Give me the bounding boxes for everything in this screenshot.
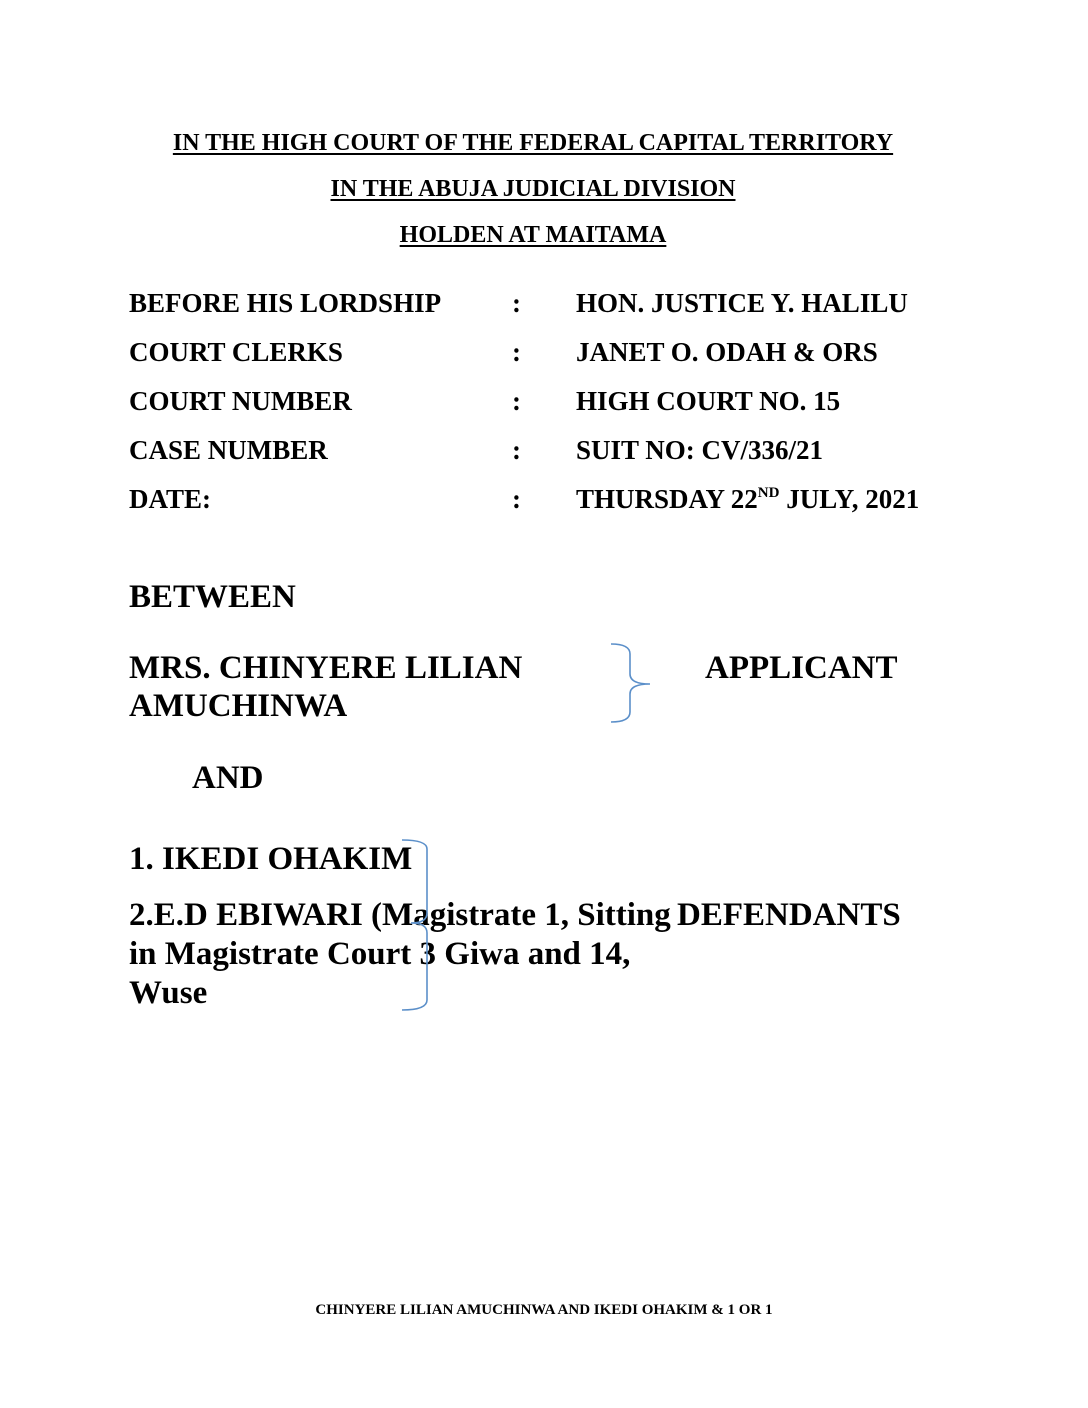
info-value: SUIT NO: CV/336/21 [576,435,824,465]
defendant-2-line1: 2.E.D EBIWARI (Magistrate 1, Sitting [129,897,671,933]
info-label: CASE NUMBER [129,435,328,465]
defendant-2-line2: in Magistrate Court 3 Giwa and 14, [129,936,631,972]
date-suffix: JULY, 2021 [779,484,920,514]
info-label: BEFORE HIS LORDSHIP [129,288,442,318]
info-label: COURT CLERKS [129,337,343,367]
defendant-1: 1. IKEDI OHAKIM [129,841,413,877]
defendants-role: DEFENDANTS [677,897,901,933]
info-colon: : [512,337,521,367]
info-colon: : [512,288,521,318]
defendant-2-line3: Wuse [129,975,208,1011]
info-colon: : [512,484,521,514]
info-value: HON. JUSTICE Y. HALILU [576,288,908,318]
info-label: DATE: [129,484,212,514]
info-colon: : [512,435,521,465]
court-title: IN THE HIGH COURT OF THE FEDERAL CAPITAL TERRITORY [172,130,894,156]
defendants-brace-icon [395,835,445,1020]
date-prefix: THURSDAY 22 [576,484,758,514]
applicant-name-line2: AMUCHINWA [129,688,348,724]
and-heading: AND [192,760,264,796]
between-heading: BETWEEN [129,579,296,615]
info-value: JANET O. ODAH & ORS [576,337,878,367]
page-footer: CHINYERE LILIAN AMUCHINWA AND IKEDI OHAKIM & 1 OR 1 [315,1302,773,1318]
info-value: HIGH COURT NO. 15 [576,386,841,416]
applicant-name-line1: MRS. CHINYERE LILIAN [129,650,523,686]
applicant-role: APPLICANT [705,650,898,686]
date-ordinal: ND [757,485,780,501]
info-label: COURT NUMBER [129,386,352,416]
court-location: HOLDEN AT MAITAMA [399,222,667,248]
info-value-date [576,484,919,515]
info-colon: : [512,386,521,416]
judicial-division: IN THE ABUJA JUDICIAL DIVISION [330,176,736,202]
applicant-brace-icon [600,640,660,730]
